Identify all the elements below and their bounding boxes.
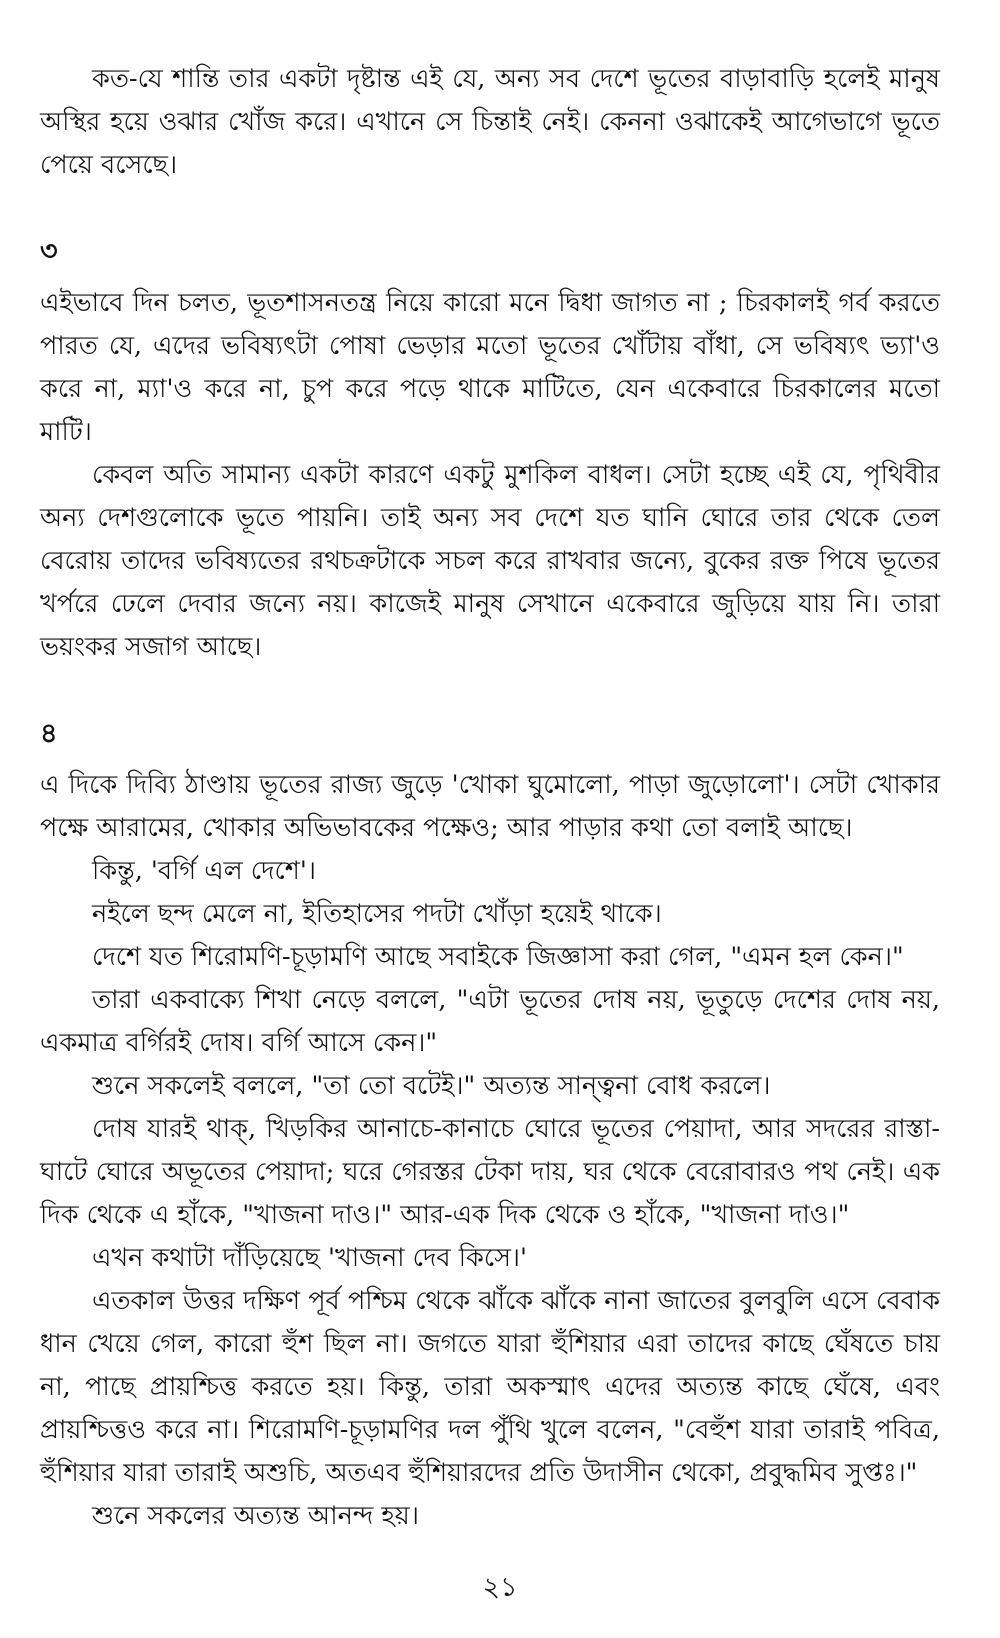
paragraph: কিন্তু, 'বর্গি এল দেশে'। bbox=[92, 856, 316, 886]
paragraph: দেশে যত শিরোমণি-চূড়ামণি আছে সবাইকে জিজ্ঞাসা করা গেল, "এমন হল কেন।" bbox=[92, 942, 904, 972]
paragraph: এ দিকে দিব্যি ঠাণ্ডায় ভূতের রাজ্য জুড়ে 'খোকা ঘুমোলো, পাড়া জুড়োলো'। সেটা খোকার পক্ষে আরামের, খোকার অভিভাবকের পক্ষেও; আর পাড়ার কথা তো বলাই আছে। bbox=[40, 770, 940, 843]
heading-gap bbox=[40, 755, 940, 764]
paragraph: দোষ যারই থাক্, খিড়কির আনাচে-কানাচে ঘোরে ভূতের পেয়াদা, আর সদরের রাস্তা-ঘাটে ঘোরে অভূতের পেয়াদা; ঘরে গেরস্তর টেকা দায়, ঘর থেকে বেরোবারও পথ নেই। এক দিক থেকে এ হাঁকে, "খাজনা দাও।" আর-এক দিক থেকে ও হাঁকে, "খাজনা দাও।" bbox=[40, 1114, 940, 1230]
paragraph: নইলে ছন্দ মেলে না, ইতিহাসের পদটা খোঁড়া হয়েই থাকে। bbox=[92, 899, 662, 929]
paragraph: কেবল অতি সামান্য একটা কারণে একটু মুশকিল বাধল। সেটা হচ্ছে এই যে, পৃথিবীর অন্য দেশগুলোকে ভূতে পায়নি। তাই অন্য সব দেশে যত ঘানি ঘোরে তার থেকে তেল বেরোয় তাদের ভবিষ্যতের রথচক্রটাকে সচল করে রাখবার জন্যে, বুকের রক্ত পিষে ভূতের খর্পরে ঢেলে দেবার জন্যে নয়। কাজেই মানুষ সেখানে একেবারে জুড়িয়ে যায় নি। তারা ভয়ংকর সজাগ আছে। bbox=[40, 460, 940, 662]
paragraph: এইভাবে দিন চলত, ভূতশাসনতন্ত্র নিয়ে কারো মনে দ্বিধা জাগত না ; চিরকালই গর্ব করতে পারত যে, এদের ভবিষ্যৎটা পোষা ভেড়ার মতো ভূতের খোঁটায় বাঁধা, সে ভবিষ্যৎ ভ্যা'ও করে না, ম্যা'ও করে না, চুপ করে পড়ে থাকে মাটিতে, যেন একেবারে চিরকালের মতো মাটি। bbox=[40, 288, 940, 447]
paragraph: কত-যে শান্তি তার একটা দৃষ্টান্ত এই যে, অন্য সব দেশে ভূতের বাড়াবাড়ি হলেই মানুষ অস্থির হয়ে ওঝার খোঁজ করে। এখানে সে চিন্তাই নেই। কেননা ওঝাকেই আগেভাগে ভূতে পেয়ে বসেছে। bbox=[40, 64, 940, 180]
section-gap bbox=[40, 669, 940, 712]
paragraph: এতকাল উত্তর দক্ষিণ পূর্ব পশ্চিম থেকে ঝাঁকে ঝাঁকে নানা জাতের বুলবুলি এসে বেবাক ধান খেয়ে গেল, কারো হুঁশ ছিল না। জগতে যারা হুঁশিয়ার এরা তাদের কাছে ঘেঁষতে চায় না, পাছে প্রায়শ্চিত্ত করতে হয়। কিন্তু, তারা অকস্মাৎ এদের অত্যন্ত কাছে ঘেঁষে, এবং প্রায়শ্চিত্তও করে না। শিরোমণি-চূড়ামণির দল পুঁথি খুলে বলেন, "বেহুঁশ যারা তারাই পবিত্র, হুঁশিয়ার যারা তারাই অশুচি, অতএব হুঁশিয়ারদের প্রতি উদাসীন থেকো, প্রবুদ্ধমিব সুপ্তঃ।" bbox=[40, 1286, 940, 1488]
heading-gap bbox=[40, 273, 940, 282]
paragraph: এখন কথাটা দাঁড়িয়েছে 'খাজনা দেব কিসে।' bbox=[92, 1243, 528, 1273]
page-body bbox=[40, 58, 940, 1538]
paragraph: তারা একবাক্যে শিখা নেড়ে বললে, "এটা ভূতের দোষ নয়, ভূতুড়ে দেশের দোষ নয়, একমাত্র বর্গিরই দোষ। বর্গি আসে কেন।" bbox=[40, 985, 940, 1058]
page-number: ২১ bbox=[482, 1572, 518, 1603]
section-gap bbox=[40, 187, 940, 230]
paragraph: শুনে সকলেই বললে, "তা তো বটেই।" অত্যন্ত সান্ত্বনা বোধ করলে। bbox=[92, 1071, 771, 1101]
paragraph: শুনে সকলের অত্যন্ত আনন্দ হয়। bbox=[92, 1501, 419, 1531]
section-number: ৪ bbox=[40, 718, 58, 749]
section-number: ৩ bbox=[40, 236, 58, 267]
